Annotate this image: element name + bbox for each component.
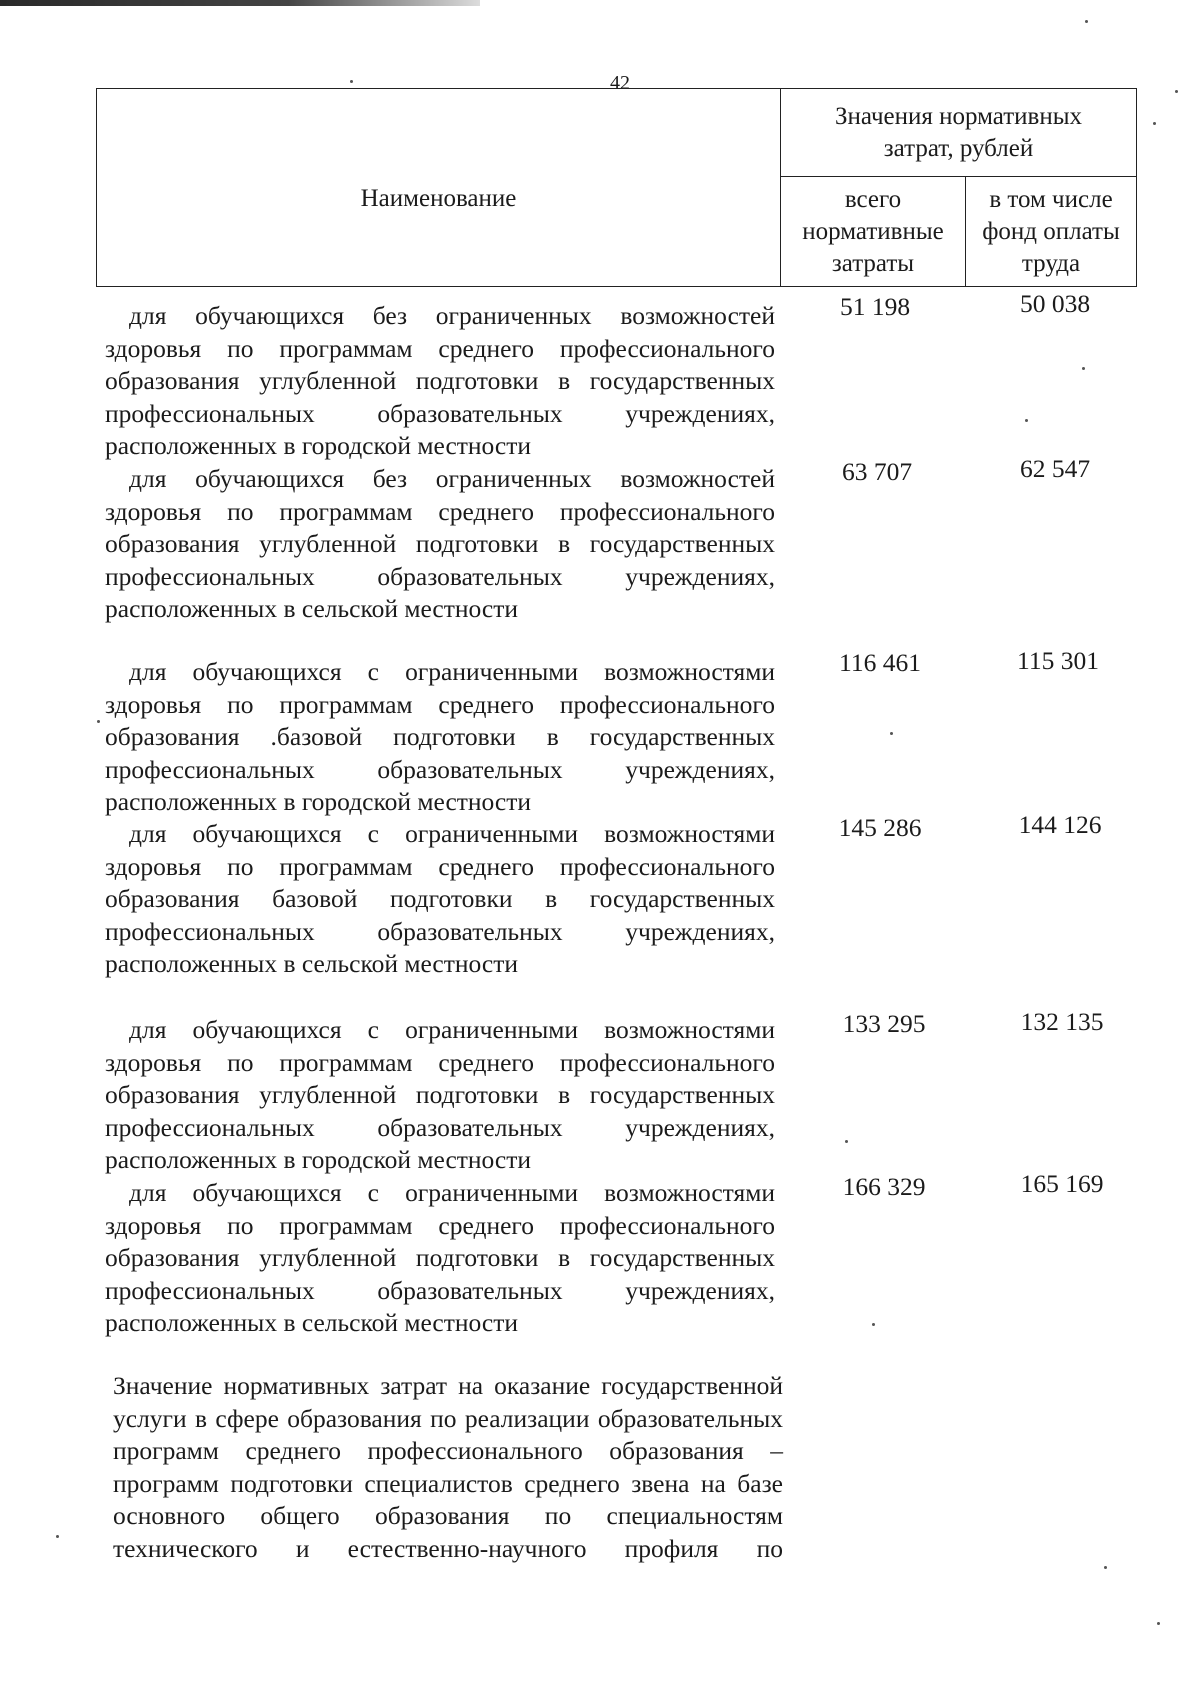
row-payroll: 144 126 [1018,810,1102,839]
scan-speck [1104,1566,1107,1569]
row-payroll: 115 301 [1017,646,1099,675]
row-name: для обучающихся с ограниченными возможностями здоровья по программам среднего профессионального образования углубленной подготовки в государственных профессиональных образовательных учреждениях, расположенных в сельской местности [105,1178,775,1337]
scan-speck [97,720,100,723]
scan-speck [1157,1622,1160,1625]
row-payroll: 165 169 [1020,1169,1104,1198]
row-name: для обучающихся без ограниченных возможностей здоровья по программам среднего профессионального образования углубленной подготовки в государственных профессиональных образовательных учреждениях, расположенных в городской местности [105,301,775,460]
scan-speck [1175,90,1178,93]
footer-paragraph: Значение нормативных затрат на оказание государственной услуги в сфере образования по реализации образовательных программ среднего профессионального образования – программ подготовки специалистов среднего звена на базе основного общего образования по специальностям технического и естественно-научного профиля по [113,1371,783,1563]
scan-speck [890,732,893,735]
scan-speck [56,1535,59,1538]
scan-speck [1082,367,1085,370]
scan-speck [845,1140,848,1143]
header-payroll-column: в том числе фонд оплаты труда [966,177,1137,287]
row-payroll: 50 038 [1019,289,1091,318]
scan-speck [872,1323,875,1326]
header-total-column: всего нормативные затраты [781,177,966,287]
scan-artifact [0,0,480,6]
row-payroll: 132 135 [1020,1007,1104,1036]
row-name: для обучающихся без ограниченных возможностей здоровья по программам среднего профессионального образования углубленной подготовки в государственных профессиональных образовательных учреждениях, расположенных в сельской местности [105,464,775,623]
page-number: 42 [610,72,630,94]
row-payroll: 62 547 [1019,454,1091,483]
header-name-column: Наименование [97,89,781,287]
row-total: 166 329 [842,1172,926,1201]
row-name: для обучающихся с ограниченными возможностями здоровья по программам среднего профессионального образования базовой подготовки в государственных профессиональных образовательных учреждениях, расположенных в сельской местности [105,819,775,978]
row-total: 116 461 [839,648,921,677]
row-total: 145 286 [838,813,922,842]
row-total: 51 198 [839,292,911,321]
header-values-group: Значения нормативных затрат, рублей [781,89,1137,177]
row-total: 133 295 [842,1009,926,1038]
row-name: для обучающихся с ограниченными возможностями здоровья по программам среднего профессионального образования .базовой подготовки в государственных профессиональных образовательных учреждениях, расположенных в городской местности [105,657,775,816]
scan-speck [1085,20,1088,23]
scan-speck [1025,419,1028,422]
row-name: для обучающихся с ограниченными возможностями здоровья по программам среднего профессионального образования углубленной подготовки в государственных профессиональных образовательных учреждениях, расположенных в городской местности [105,1015,775,1174]
scan-speck [1153,122,1156,125]
scan-speck [350,80,353,83]
row-total: 63 707 [841,457,913,486]
table-header [96,88,1137,287]
